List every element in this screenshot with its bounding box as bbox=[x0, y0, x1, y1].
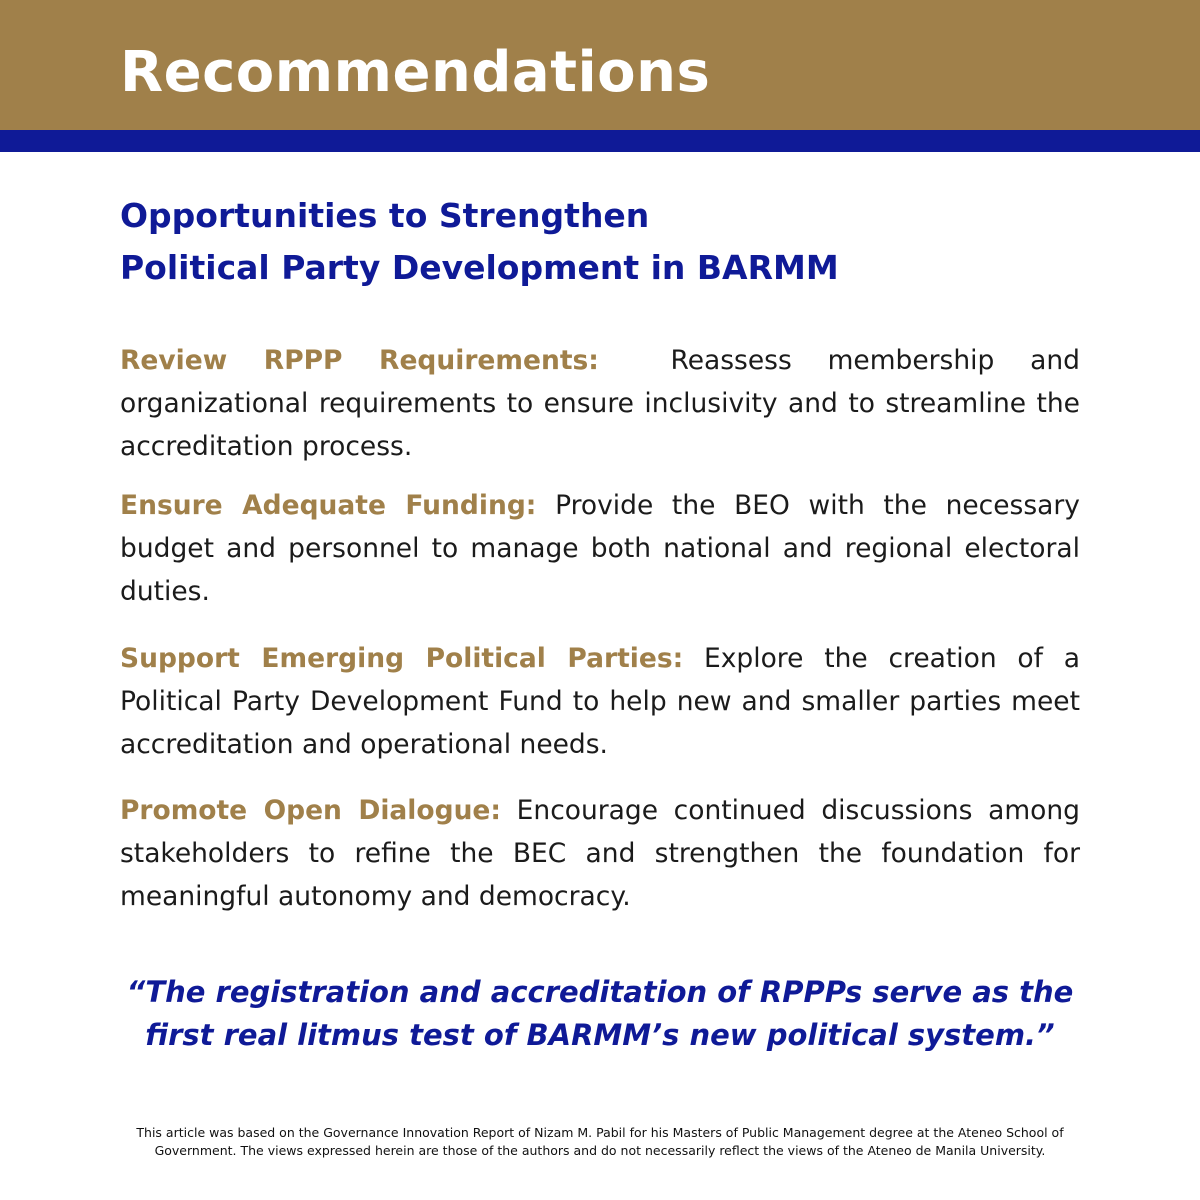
recommendation-item bbox=[120, 339, 1080, 468]
footer-line-1: This article was based on the Governance Innovation Report of Nizam M. Pabil for his Masters of Public Management degree at the Ateneo School of bbox=[136, 1125, 1064, 1140]
recommendation-label: Promote Open Dialogue: bbox=[120, 795, 502, 826]
recommendation-label: Support Emerging Political Parties: bbox=[120, 643, 684, 674]
recommendation-label: Ensure Adequate Funding: bbox=[120, 490, 537, 521]
recommendation-label: Review RPPP Requirements: bbox=[120, 345, 599, 376]
recommendation-item bbox=[120, 789, 1080, 918]
footer-note bbox=[40, 1124, 1160, 1160]
subtitle-line-2: Political Party Development in BARMM bbox=[120, 248, 839, 287]
recommendation-text: Encourage continued discussions among stakeholders to refine the BEC and strengthen the foundation for meaningful autonomy and democracy. bbox=[120, 795, 1080, 912]
header-band bbox=[0, 0, 1200, 130]
header-divider bbox=[0, 130, 1200, 152]
pull-quote bbox=[60, 971, 1140, 1057]
quote-line-1: “The registration and accreditation of RPPPs serve as the bbox=[126, 975, 1074, 1009]
footer-line-2: Government. The views expressed herein are those of the authors and do not necessarily reflect the views of the Ateneo de Manila University. bbox=[154, 1143, 1046, 1158]
recommendation-item bbox=[120, 637, 1080, 766]
recommendation-text: Provide the BEO with the necessary budget and personnel to manage both national and regional electoral duties. bbox=[120, 490, 1080, 607]
recommendation-text: Explore the creation of a Political Party Development Fund to help new and smaller parties meet accreditation and operational needs. bbox=[120, 643, 1080, 760]
page-title: Recommendations bbox=[120, 40, 711, 105]
subtitle-line-1: Opportunities to Strengthen bbox=[120, 196, 650, 235]
quote-line-2: first real litmus test of BARMM’s new political system.” bbox=[145, 1018, 1055, 1052]
recommendation-text: Reassess membership and organizational requirements to ensure inclusivity and to streamline the accreditation process. bbox=[120, 345, 1080, 462]
section-subtitle bbox=[120, 190, 1080, 294]
recommendation-item bbox=[120, 484, 1080, 613]
